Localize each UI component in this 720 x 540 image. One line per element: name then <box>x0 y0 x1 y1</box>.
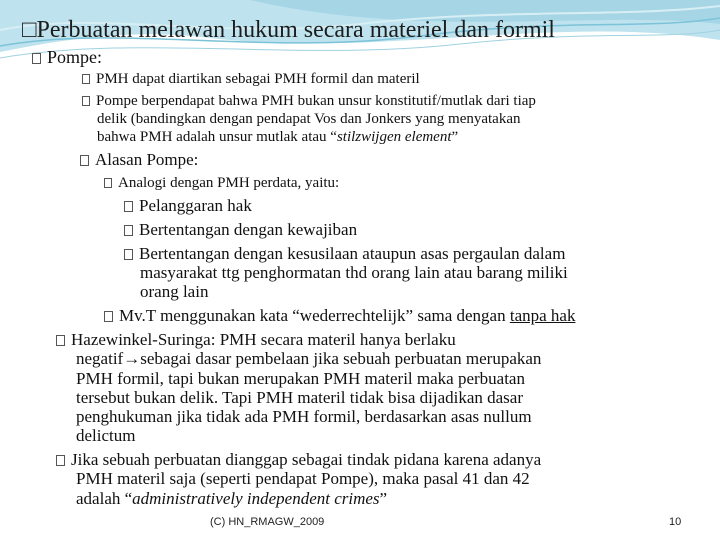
pompe-heading: Pompe: <box>32 47 102 68</box>
bullet-box-icon <box>124 249 133 260</box>
jika-line-1: Jika sebuah perbuatan dianggap sebagai tindak pidana karena adanya <box>56 450 541 470</box>
bullet-box-icon <box>56 455 65 466</box>
hazewinkel-line-1: Hazewinkel-Suringa: PMH secara materil hanya berlaku <box>56 330 456 350</box>
hazewinkel-line-3: PMH formil, tapi bukan merupakan PMH materil maka perbuatan <box>76 369 525 388</box>
footer-credit: (C) HN_RMAGW_2009 <box>210 516 325 528</box>
hazewinkel-line-4: tersebut bukan delik. Tapi PMH materil tidak bisa dijadikan dasar <box>76 388 524 407</box>
right-arrow-icon: → <box>123 349 141 368</box>
bullet-box-icon <box>104 178 112 188</box>
alasan-pompe: Alasan Pompe: <box>80 150 198 170</box>
bullet-box-icon <box>82 74 90 84</box>
slide-title <box>22 17 555 44</box>
point-kesusilaan-line-2: masyarakat ttg penghormatan thd orang lain atau barang miliki <box>140 263 568 282</box>
bullet-box-icon <box>32 53 41 64</box>
point-kesusilaan-line-3: orang lain <box>140 282 209 301</box>
pompe-item-1: PMH dapat diartikan sebagai PMH formil dan materil <box>82 71 420 88</box>
hazewinkel-line-5: penghukuman jika tidak ada PMH formil, berdasarkan asas nullum <box>76 407 532 426</box>
pompe-item-2: Pompe berpendapat bahwa PMH bukan unsur konstitutif/mutlak dari tiap <box>82 93 536 110</box>
hazewinkel-line-2: negatif→sebagai dasar pembelaan jika sebuah perbuatan merupakan <box>76 349 542 368</box>
jika-line-3: adalah “administratively independent crimes” <box>76 489 388 508</box>
bullet-box-icon <box>104 311 113 322</box>
bullet-box-icon <box>124 225 133 236</box>
bullet-box-icon <box>56 335 65 346</box>
point-pelanggaran-hak: Pelanggaran hak <box>124 196 252 216</box>
title-text: Perbuatan melawan hukum secara materiel dan formil <box>36 17 555 43</box>
jika-line-2: PMH materil saja (seperti pendapat Pompe), maka pasal 41 dan 42 <box>76 469 530 488</box>
mvt-line: Mv.T menggunakan kata “wederrechtelijk” sama dengan tanpa hak <box>104 306 575 326</box>
hazewinkel-line-6: delictum <box>76 426 136 445</box>
analogi-line: Analogi dengan PMH perdata, yaitu: <box>104 175 339 192</box>
point-kesusilaan: Bertentangan dengan kesusilaan ataupun asas pergaulan dalam <box>124 244 565 264</box>
bullet-box-icon <box>80 155 89 166</box>
pompe-item-2-line-2: delik (bandingkan dengan pendapat Vos dan Jonkers yang menyatakan <box>97 111 521 127</box>
bullet-box-icon <box>82 96 90 106</box>
pompe-item-2-line-3: bahwa PMH adalah unsur mutlak atau “stilzwijgen element” <box>97 129 459 145</box>
title-bullet: □ <box>22 17 37 43</box>
page-number: 10 <box>669 516 682 528</box>
bullet-box-icon <box>124 201 133 212</box>
point-kewajiban: Bertentangan dengan kewajiban <box>124 220 357 240</box>
tanpa-hak-underlined: tanpa hak <box>509 306 576 325</box>
